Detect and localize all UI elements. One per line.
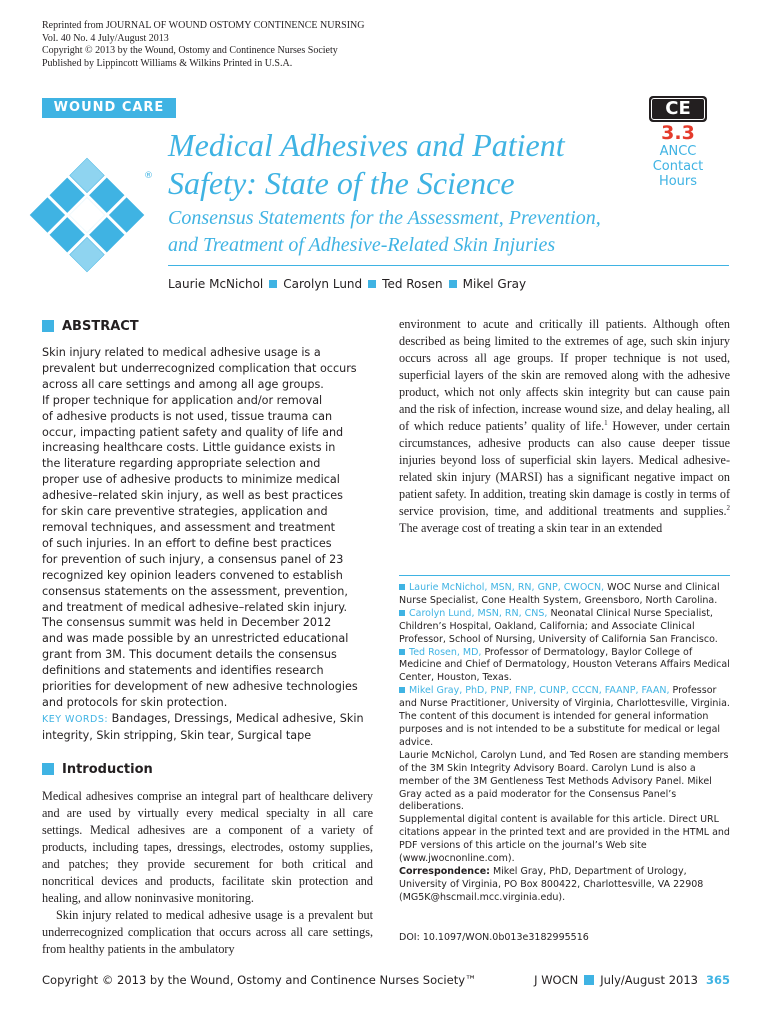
- abstract-line: occur, impacting patient safety and quality of life and: [42, 425, 344, 439]
- affiliation-text: WOC Nurse and Clinical Nurse Specialist, Cone Health System, Greensboro, North Carolina.: [399, 582, 720, 606]
- abstract-line: for prevention of such injury, a consensus panel of 23: [42, 552, 344, 566]
- doi: DOI: 10.1097/WON.0b013e3182995516: [399, 932, 589, 943]
- subtitle-line: Consensus Statements for the Assessment, Prevention,: [168, 207, 601, 229]
- author-affiliations: [399, 582, 734, 905]
- author-name: Laurie McNichol: [168, 277, 264, 291]
- registered-mark: ®: [144, 171, 153, 181]
- author-name: Mikel Gray: [462, 277, 527, 291]
- author-name: Ted Rosen: [382, 277, 443, 291]
- affiliation-item: [399, 685, 734, 711]
- reprint-line: Reprinted from JOURNAL OF WOUND OSTOMY CONTINENCE NURSING: [42, 20, 365, 31]
- abstract-heading-text: ABSTRACT: [62, 319, 139, 334]
- introduction-paragraph: Skin injury related to medical adhesive usage is a prevalent but underrecognized complication that occurs across all care settings, from healthy patients in the ambulatory: [42, 908, 373, 956]
- abstract-line: adhesive–related skin injury, as well as best practices: [42, 489, 343, 503]
- subtitle-line: and Treatment of Adhesive-Related Skin Injuries: [168, 234, 556, 256]
- affiliation-item: [399, 647, 734, 686]
- introduction-paragraph: Medical adhesives comprise an integral part of healthcare delivery and are used by virtually every medical specialty in all care settings. Medical adhesives are a component of a variety of products, including tapes, dressings, electrodes, ostomy supplies, and patches; they provide securement for both critical and noncritical devices and products, facilitate skin protection and healing, and allow noninvasive monitoring.: [42, 789, 373, 905]
- section-tag: WOUND CARE: [42, 98, 176, 118]
- author-name: Carolyn Lund: [283, 277, 363, 291]
- title-line: Medical Adhesives and Patient: [168, 127, 565, 163]
- separator-square-icon: [584, 975, 594, 985]
- abstract-line: and was made possible by an unrestricted educational: [42, 632, 349, 646]
- abstract-line: removal techniques, and assessment and treatment: [42, 520, 336, 534]
- disclosure-note: Laurie McNichol, Carolyn Lund, and Ted Rosen are standing members of the 3M Skin Integrity Advisory Board. Carolyn Lund is also a member of the 3M Gentleness Test Methods Advisory Panel. Mikel Gray acted as a paid moderator for the Consensus Panel’s deliberations.: [399, 749, 729, 813]
- correspondence-label: Correspondence:: [399, 865, 490, 877]
- correspondence-note: [399, 866, 734, 905]
- keywords: [42, 711, 372, 744]
- abstract-line: of adhesive products is not used, tissue trauma can: [42, 409, 333, 423]
- abstract-line: prevalent but underrecognized complication that occurs: [42, 361, 357, 375]
- introduction-heading-text: Introduction: [62, 762, 153, 777]
- issue-date: July/August 2013: [600, 973, 698, 987]
- abstract-line: across all care settings and among all age groups.: [42, 377, 324, 391]
- bullet-square-icon: [399, 649, 405, 655]
- separator-square-icon: [269, 280, 277, 288]
- heading-square-icon: [42, 763, 54, 775]
- correspondence-text: Mikel Gray, PhD, Department of Urology, University of Virginia, PO Box 800422, Charlottesville, VA 22908 (MG5K@hscmail.mcc.virginia.edu).: [399, 865, 704, 903]
- journal-abbrev: J WOCN: [534, 973, 579, 987]
- abstract-line: grant from 3M. This document details the consensus: [42, 648, 337, 662]
- abstract-line: increasing healthcare costs. Little guidance exists in: [42, 441, 336, 455]
- abstract-line: recognized key opinion leaders convened to establish: [42, 568, 343, 582]
- abstract-line: and protocols for skin protection.: [42, 695, 228, 709]
- affiliation-divider: [399, 575, 730, 576]
- abstract-line: the literature regarding appropriate selection and: [42, 457, 321, 471]
- separator-square-icon: [368, 280, 376, 288]
- body-text-continued: [399, 316, 730, 537]
- disclaimer-note: The content of this document is intended for general information purposes and is not intended to be a substitute for medical or legal advice.: [399, 711, 721, 748]
- affiliation-name: Laurie McNichol, MSN, RN, GNP, CWOCN,: [409, 582, 605, 593]
- supplemental-note: Supplemental digital content is available for this article. Direct URL citations appear in the printed text and are provided in the HTML and PDF versions of this article on the journal’s Web site (www.jwocnonline.com).: [399, 814, 730, 865]
- heading-square-icon: [42, 320, 54, 332]
- abstract-line: for skin care preventive strategies, application and: [42, 505, 328, 519]
- diamond-logo-icon: [20, 148, 154, 282]
- page-number: 365: [705, 973, 730, 987]
- title-divider: [168, 265, 729, 266]
- abstract-line: priorities for development of new adhesive technologies: [42, 680, 358, 694]
- abstract-line: and treatment of medical adhesive–related skin injury.: [42, 600, 348, 614]
- abstract-line: proper use of adhesive products to minimize medical: [42, 473, 340, 487]
- article-subtitle: [168, 205, 728, 259]
- reference-1: 1: [604, 418, 608, 427]
- affiliation-name: Ted Rosen, MD,: [409, 646, 482, 658]
- separator-square-icon: [449, 280, 457, 288]
- title-line: Safety: State of the Science: [168, 165, 515, 201]
- abstract-body: [42, 345, 372, 744]
- author-list: [168, 276, 728, 292]
- reference-2: 2: [726, 503, 730, 512]
- reprint-line: Published by Lippincott Williams & Wilkins Printed in U.S.A.: [42, 57, 293, 69]
- reprint-line: Vol. 40 No. 4 July/August 2013: [42, 32, 169, 44]
- bullet-square-icon: [399, 687, 405, 693]
- abstract-line: Skin injury related to medical adhesive usage is a: [42, 346, 321, 359]
- ce-hours-value: 3.3: [661, 122, 695, 144]
- affiliation-text: Professor and Nurse Practitioner, University of Virginia, Charlottesville, Virginia.: [399, 685, 730, 710]
- article-title: [168, 126, 638, 202]
- abstract-heading: [42, 319, 139, 335]
- bullet-square-icon: [399, 584, 405, 590]
- affiliation-text: Professor of Dermatology, Baylor College of Medicine and Chief of Dermatology, Houston Veterans Affairs Medical Center, Houston, Texas.: [399, 646, 730, 684]
- footer-copyright: Copyright © 2013 by the Wound, Ostomy and Continence Nurses Society™: [42, 973, 477, 987]
- keywords-text: Bandages, Dressings, Medical adhesive, Skin integrity, Skin stripping, Skin tear, Surgical tape: [42, 711, 364, 742]
- abstract-line: If proper technique for application and/or removal: [42, 393, 323, 407]
- ce-hours-label: Contact: [652, 159, 704, 174]
- ce-hours: [640, 122, 716, 189]
- affiliation-item: [399, 608, 734, 647]
- introduction-body: [42, 788, 373, 958]
- bullet-square-icon: [399, 610, 405, 616]
- affiliation-name: Mikel Gray, PhD, PNP, FNP, CUNP, CCCN, FAANP, FAAN,: [409, 685, 670, 697]
- ce-badge: CE: [649, 96, 707, 122]
- abstract-line: definitions and statements and identifies research: [42, 664, 324, 678]
- abstract-line: consensus statements on the assessment, prevention,: [42, 584, 348, 598]
- footer-journal-info: [516, 972, 730, 988]
- affiliation-name: Carolyn Lund, MSN, RN, CNS,: [409, 607, 548, 619]
- keywords-label: KEY WORDS:: [42, 713, 109, 725]
- body-paragraph: environment to acute and critically ill patients. Although often described as being limited to the extremes of age, such skin injury occurs across all age groups. If proper technique is not used, superficial layers of the skin are removed along with the adhesive product, which not only affects skin integrity but can cause pain and the risk of infection, increase wound size, and delay healing, all of which reduce patients’ quality of life.$^1$ However, under certain circumstances, adhesive products can also cause deeper tissue injuries beyond loss of superficial skin layers. Medical adhesive-related skin injury (MARSI) has a significant negative impact on patient safety. In addition, treating skin damage is costly in terms of service provision, time, and additional treatments and supplies.$^2$ The average cost of treating a skin tear in an extended: [399, 317, 730, 535]
- reprint-line: Copyright © 2013 by the Wound, Ostomy and Continence Nurses Society: [42, 45, 338, 57]
- abstract-lines: [42, 345, 372, 711]
- abstract-line: of such injuries. In an effort to define best practices: [42, 536, 332, 550]
- affiliation-text: Neonatal Clinical Nurse Specialist, Children’s Hospital, Oakland, California; and Associate Clinical Professor, School of Nursing, University of California San Francisco.: [399, 607, 718, 645]
- affiliation-item: [399, 582, 734, 608]
- ce-hours-label: Hours: [658, 174, 698, 189]
- ce-hours-label: ANCC: [659, 144, 697, 159]
- reprint-notice: [42, 20, 422, 70]
- abstract-line: The consensus summit was held in December 2012: [42, 616, 332, 630]
- introduction-heading: [42, 762, 153, 778]
